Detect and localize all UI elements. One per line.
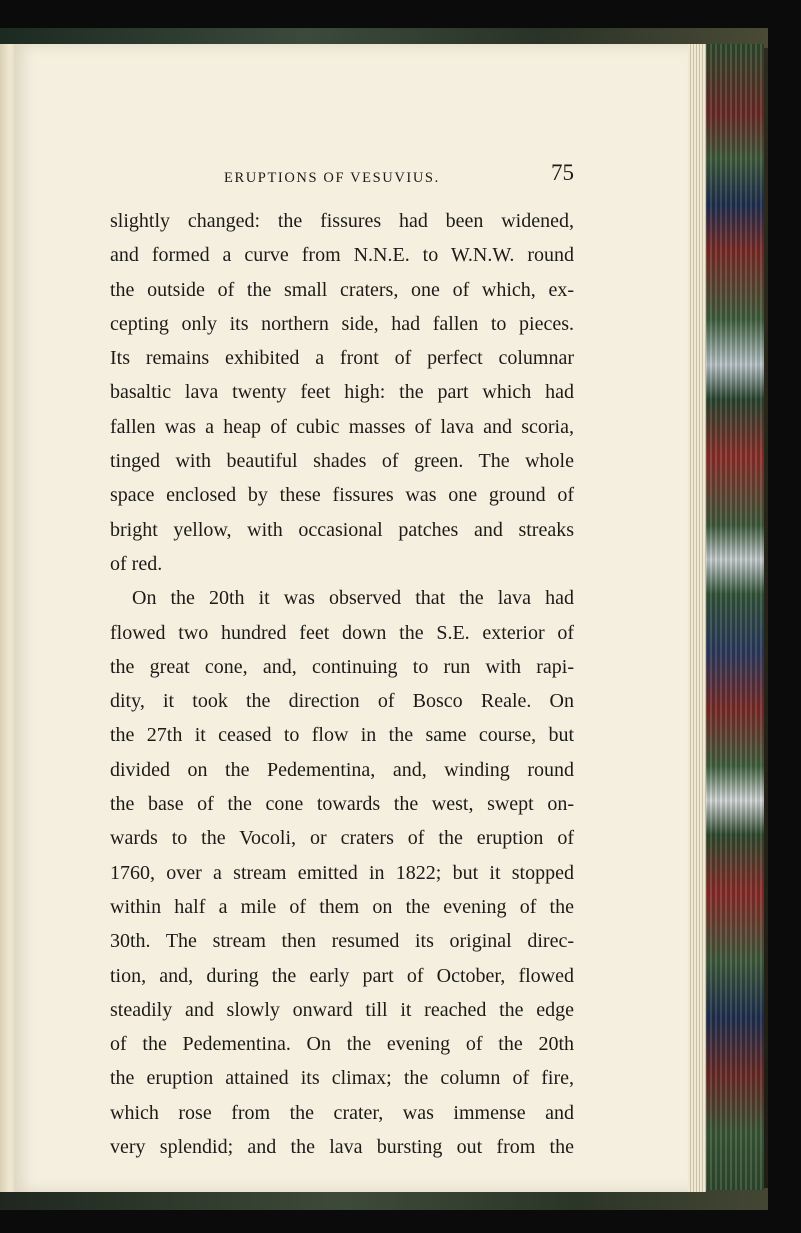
text-line: space enclosed by these fissures was one ground of [110, 484, 574, 507]
text-line: wards to the Vocoli, or craters of the eruption of [110, 827, 574, 850]
text-line: within half a mile of them on the evening of the [110, 895, 574, 918]
text-line: the great cone, and, continuing to run with rapi- [110, 655, 574, 678]
text-line: fallen was a heap of cubic masses of lava and scoria, [110, 415, 574, 438]
text-line: dity, it took the direction of Bosco Reale. On [110, 690, 574, 713]
text-line: the outside of the small craters, one of which, ex- [110, 278, 574, 301]
running-head: ERUPTIONS OF VESUVIUS. [224, 170, 440, 186]
text-line: of red. [110, 552, 163, 575]
text-line: 1760, over a stream emitted in 1822; but it stopped [110, 861, 574, 884]
text-line: Its remains exhibited a front of perfect columnar [110, 347, 574, 370]
text-line: tion, and, during the early part of October, flowed [110, 964, 574, 987]
text-line: and formed a curve from N.N.E. to W.N.W. round [110, 244, 574, 267]
text-line: On the 20th it was observed that the lava had [132, 587, 574, 610]
text-line: cepting only its northern side, had fallen to pieces. [110, 312, 574, 335]
text-line: of the Pedementina. On the evening of the 20th [110, 1033, 574, 1056]
body-text [110, 204, 574, 1164]
text-line: steadily and slowly onward till it reached the edge [110, 998, 574, 1021]
page-number: 75 [551, 160, 574, 185]
text-line: bright yellow, with occasional patches and streaks [110, 518, 574, 541]
text-line: very splendid; and the lava bursting out from the [110, 1136, 574, 1159]
text-line: slightly changed: the fissures had been widened, [110, 210, 574, 232]
text-line: 30th. The stream then resumed its original direc- [110, 930, 574, 953]
text-line: the eruption attained its climax; the column of fire, [110, 1067, 574, 1090]
text-line: flowed two hundred feet down the S.E. exterior of [110, 621, 574, 644]
text-line: which rose from the crater, was immense and [110, 1101, 574, 1124]
text-line: basaltic lava twenty feet high: the part which had [110, 381, 574, 404]
text-line: the base of the cone towards the west, swept on- [110, 793, 574, 816]
page-header [110, 160, 574, 194]
text-line: tinged with beautiful shades of green. The whole [110, 450, 574, 473]
text-line: the 27th it ceased to flow in the same course, but [110, 724, 574, 747]
text-line: divided on the Pedementina, and, winding round [110, 758, 574, 781]
